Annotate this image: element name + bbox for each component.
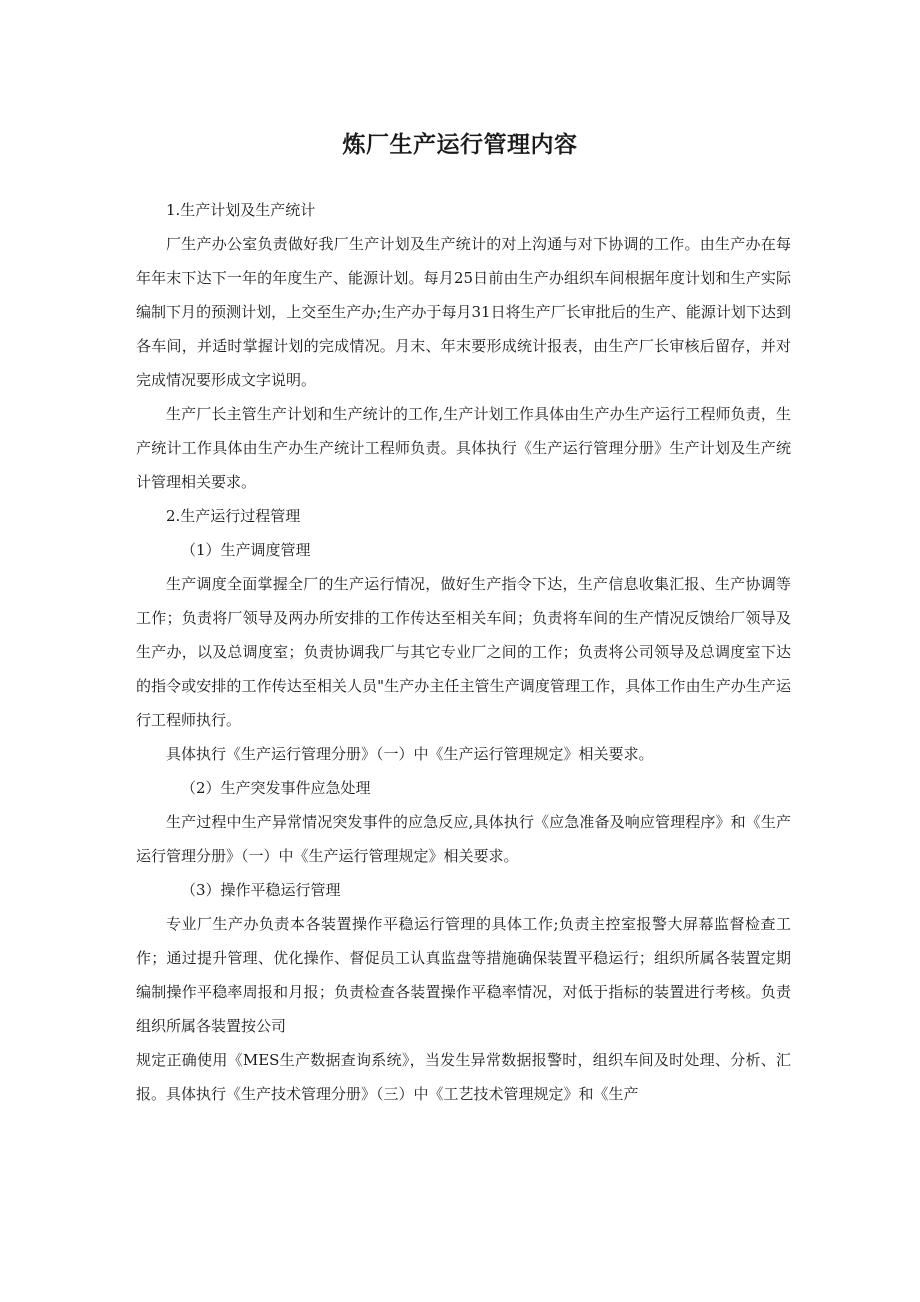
paragraph-stable-operation-continued: 规定正确使用《MES生产数据查询系统》，当发生异常数据报警时，组织车间及时处理、分析、汇报。具体执行《生产技术管理分册》（三）中《工艺技术管理规定》和《生产 bbox=[136, 1051, 791, 1103]
paragraph-dispatch-requirement: 具体执行《生产运行管理分册》（一）中《生产运行管理规定》相关要求。 bbox=[166, 745, 654, 763]
subsection-heading-3: （3）操作平稳运行管理 bbox=[181, 881, 341, 899]
section-heading-1: 1.生产计划及生产统计 bbox=[166, 201, 316, 219]
paragraph-plan-responsibility: 生产厂长主管生产计划和生产统计的工作,生产计划工作具体由生产办生产运行工程师负责，生产统计工作具体由生产办生产统计工程师负责。具体执行《生产运行管理分册》生产计划及生产统计管理相关要求。 bbox=[136, 405, 791, 491]
paragraph-dispatch: 生产调度全面掌握全厂的生产运行情况，做好生产指令下达，生产信息收集汇报、生产协调等工作；负责将厂领导及两办所安排的工作传达至相关车间；负责将车间的生产情况反馈给厂领导及生产办，以及总调度室；负责协调我厂与其它专业厂之间的工作；负责将公司领导及总调度室下达的指令或安排的工作传达至相关人员"生产办主任主管生产调度管理工作，具体工作由生产办生产运行工程师执行。 bbox=[136, 575, 791, 729]
paragraph-stable-operation: 专业厂生产办负责本各装置操作平稳运行管理的具体工作;负责主控室报警大屏幕监督检查工作；通过提升管理、优化操作、督促员工认真监盘等措施确保装置平稳运行；组织所属各装置定期编制操作平稳率周报和月报；负责检查各装置操作平稳率情况，对低于指标的装置进行考核。负责组织所属各装置按公司 bbox=[136, 915, 791, 1035]
paragraph-plan: 厂生产办公室负责做好我厂生产计划及生产统计的对上沟通与对下协调的工作。由生产办在每年年末下达下一年的年度生产、能源计划。每月25日前由生产办组织车间根据年度计划和生产实际编制下月的预测计划，上交至生产办;生产办于每月31日将生产厂长审批后的生产、能源计划下达到各车间，并适时掌握计划的完成情况。月末、年末要形成统计报表，由生产厂长审核后留存，并对完成情况要形成文字说明。 bbox=[136, 235, 791, 389]
document-title: 炼厂生产运行管理内容 bbox=[342, 132, 578, 158]
section-heading-2: 2.生产运行过程管理 bbox=[166, 507, 301, 525]
document-body bbox=[136, 193, 791, 1111]
subsection-heading-2: （2）生产突发事件应急处理 bbox=[181, 779, 371, 797]
subsection-heading-1: （1）生产调度管理 bbox=[181, 541, 311, 559]
paragraph-emergency: 生产过程中生产异常情况突发事件的应急反应,具体执行《应急准备及响应管理程序》和《生产运行管理分册》（一）中《生产运行管理规定》相关要求。 bbox=[136, 813, 791, 865]
